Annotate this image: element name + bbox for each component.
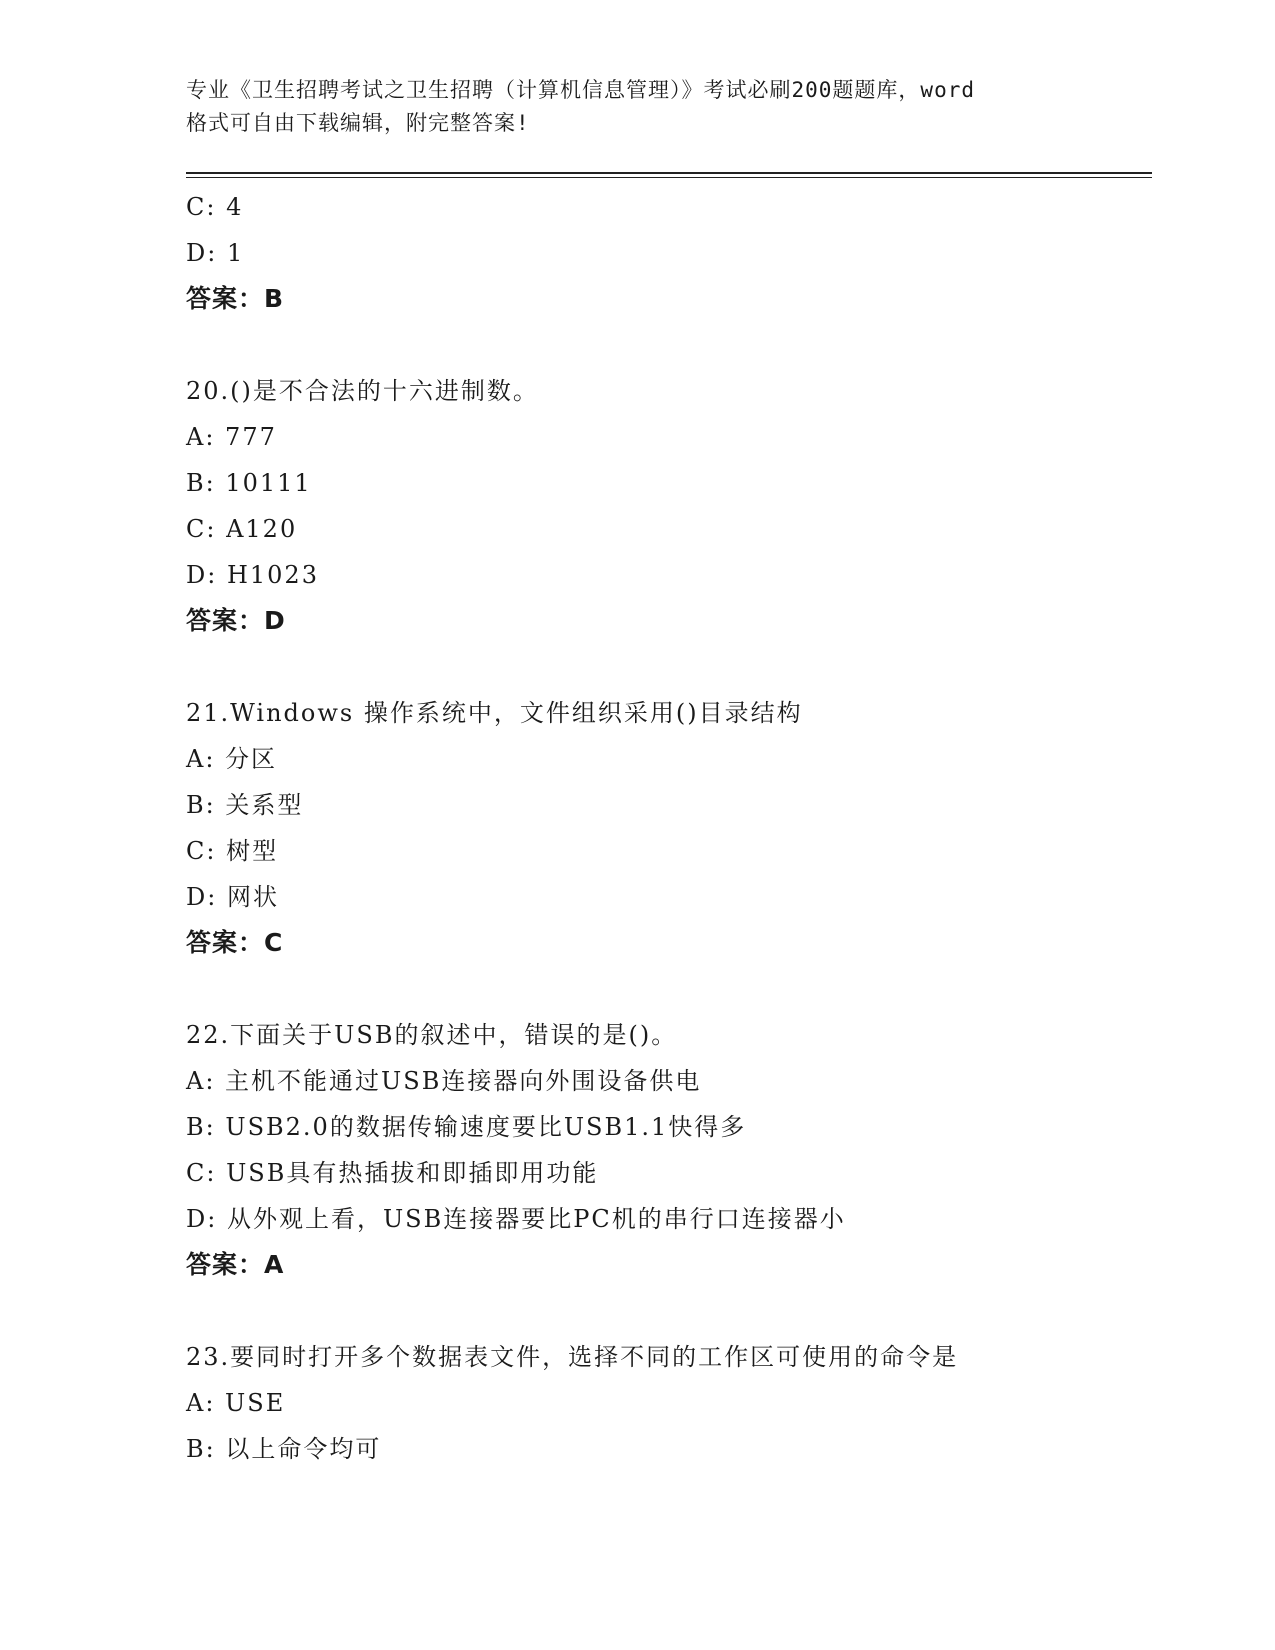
option-c: C: 4 xyxy=(186,193,244,221)
question-stem: 23.要同时打开多个数据表文件，选择不同的工作区可使用的命令是 xyxy=(186,1343,959,1371)
header-divider xyxy=(186,172,1152,178)
question-stem: 20.()是不合法的十六进制数。 xyxy=(186,377,539,405)
option-b: B: 关系型 xyxy=(186,791,304,819)
question-content xyxy=(186,184,1146,1472)
option-c: C: A120 xyxy=(186,515,298,543)
spacer xyxy=(186,966,1146,1012)
answer-line: 答案：D xyxy=(186,606,286,635)
option-a: A: 分区 xyxy=(186,745,278,773)
spacer xyxy=(186,1288,1146,1334)
header-title-line1: 专业《卫生招聘考试之卫生招聘（计算机信息管理）》考试必刷200题题库，word xyxy=(186,78,975,102)
question-block-23 xyxy=(186,1334,1146,1472)
spacer xyxy=(186,322,1146,368)
option-d: D: H1023 xyxy=(186,561,319,589)
header-title-line2: 格式可自由下载编辑，附完整答案! xyxy=(186,111,530,135)
divider-thin xyxy=(186,177,1152,178)
option-c: C: 树型 xyxy=(186,837,279,865)
option-b: B: 10111 xyxy=(186,469,312,497)
divider-thick xyxy=(186,172,1152,174)
document-header xyxy=(186,74,1146,140)
option-a: A: USE xyxy=(186,1389,286,1417)
spacer xyxy=(186,644,1146,690)
option-a: A: 777 xyxy=(186,423,277,451)
question-block-21 xyxy=(186,690,1146,966)
option-d: D: 网状 xyxy=(186,883,279,911)
option-b: B: USB2.0的数据传输速度要比USB1.1快得多 xyxy=(186,1113,747,1141)
question-stem: 21.Windows 操作系统中，文件组织采用()目录结构 xyxy=(186,699,803,727)
answer-line: 答案：C xyxy=(186,928,284,957)
answer-line: 答案：B xyxy=(186,284,285,313)
question-stem: 22.下面关于USB的叙述中，错误的是()。 xyxy=(186,1021,678,1049)
option-c: C: USB具有热插拔和即插即用功能 xyxy=(186,1159,599,1187)
option-d: D: 从外观上看，USB连接器要比PC机的串行口连接器小 xyxy=(186,1205,846,1233)
answer-line: 答案：A xyxy=(186,1250,285,1279)
option-a: A: 主机不能通过USB连接器向外围设备供电 xyxy=(186,1067,702,1095)
question-block-prev xyxy=(186,184,1146,322)
option-b: B: 以上命令均可 xyxy=(186,1435,382,1463)
option-d: D: 1 xyxy=(186,239,245,267)
document-page xyxy=(186,74,1146,1472)
question-block-20 xyxy=(186,368,1146,644)
question-block-22 xyxy=(186,1012,1146,1288)
